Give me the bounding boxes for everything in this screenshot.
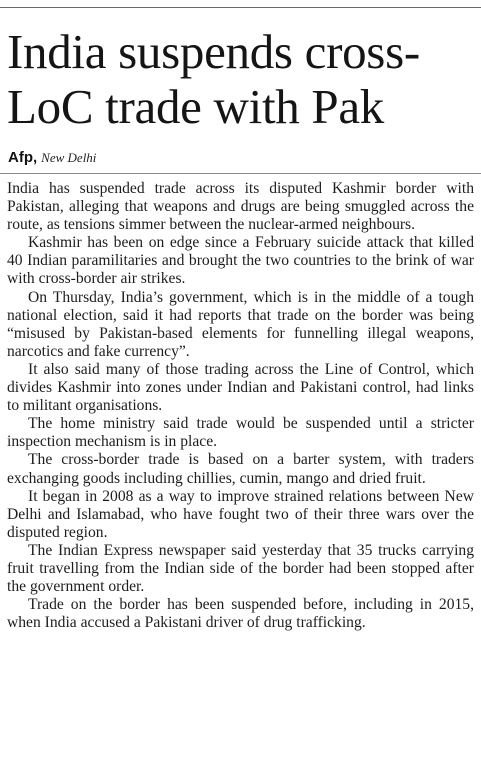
paragraph: Kashmir has been on edge since a February suicide attack that killed 40 Indian paramilitaries and brought the two countries to the brink of war with cross-border air strikes. [7,234,474,288]
top-rule [0,7,481,8]
byline-rule [0,173,481,174]
byline-dateline: New Delhi [41,150,97,165]
paragraph: India has suspended trade across its disputed Kashmir border with Pakistan, alleging that weapons and drugs are being smuggled across the route, as tensions simmer between the nuclear-armed neighbours. [7,180,474,234]
paragraph: The home ministry said trade would be suspended until a stricter inspection mechanism is in place. [7,415,474,451]
paragraph: It began in 2008 as a way to improve strained relations between New Delhi and Islamabad, who have fought two of their three wars over the disputed region. [7,487,474,541]
headline: India suspends cross-LoC trade with Pak [7,24,420,134]
paragraph: Trade on the border has been suspended before, including in 2015, when India accused a Pakistani driver of drug trafficking. [7,596,474,632]
paragraph: On Thursday, India’s government, which is in the middle of a tough national election, said it had reports that trade on the border was being “misused by Pakistan-based elements for funnelling illegal weapons, narcotics and fake currency”. [7,288,474,360]
paragraph: The cross-border trade is based on a barter system, with traders exchanging goods including chillies, cumin, mango and dried fruit. [7,451,474,487]
paragraph: It also said many of those trading across the Line of Control, which divides Kashmir into zones under Indian and Pakistani control, had links to militant organisations. [7,360,474,415]
byline-separator: , [33,149,38,166]
article-body [7,180,474,632]
byline [8,149,96,169]
byline-agency: Afp [8,149,33,166]
paragraph: The Indian Express newspaper said yesterday that 35 trucks carrying fruit travelling from the Indian side of the border had been stopped after the government order. [7,541,474,596]
